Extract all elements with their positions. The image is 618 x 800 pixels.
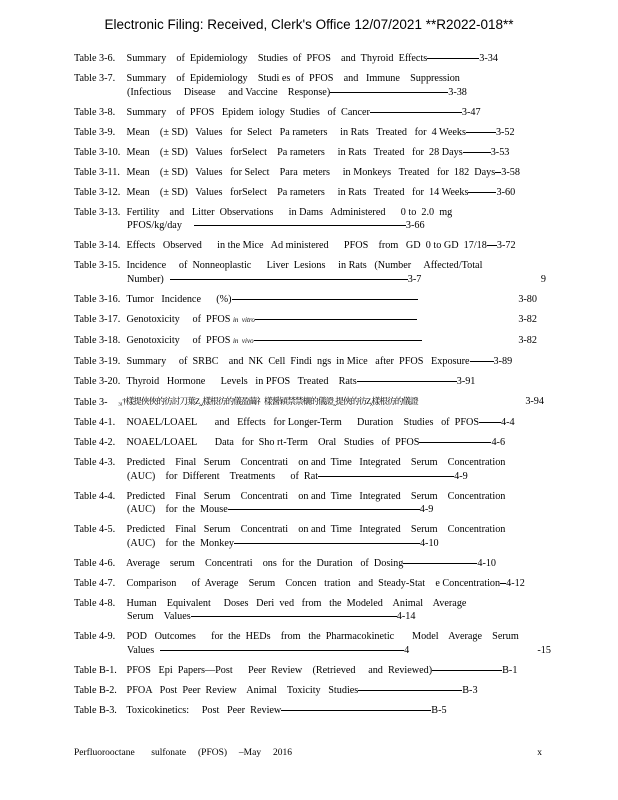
toc-entry[interactable] (74, 206, 544, 233)
table-label: Table 3-18. (74, 334, 121, 346)
table-title: Predicted Final Serum Concentrati on and Time Integrated Serum Concentration (126, 490, 506, 502)
toc-entry[interactable] (74, 239, 544, 253)
table-label: Table 3-19. (74, 355, 121, 367)
table-label: Table 3-20. (74, 375, 121, 387)
toc-entry[interactable] (74, 334, 544, 349)
table-title: Mean (± SD) Values for Select Pa rameters in Rats Treated for 4 Weeks (126, 126, 466, 138)
footer-page-number: x (537, 748, 542, 758)
table-label: Table 3-10. (74, 146, 121, 158)
toc-entry[interactable] (74, 259, 544, 286)
table-title: Genotoxicity of PFOS (126, 334, 231, 346)
footer-document-title: Perfluorooctane sulfonate (PFOS) –May 2016 (74, 748, 292, 758)
table-title: Mean (± SD) Values forSelect Pa rameters in Rats Treated for 14 Weeks (126, 186, 469, 198)
table-label: Table B-3. (74, 704, 117, 716)
page-ref: 4-14 (396, 611, 416, 622)
toc-entry[interactable] (74, 416, 544, 430)
table-label: Table 4-6. (74, 557, 116, 569)
table-title: Incidence of Nonneoplastic Liver Lesions in Rats (Number Affected/Total (126, 260, 483, 271)
toc-entry[interactable] (74, 395, 544, 410)
table-label: Table 3-17. (74, 313, 121, 325)
table-title: Fertility and Litter Observations in Dams Administered 0 to 2.0 mg (126, 206, 453, 218)
page-ref: 3-80 (518, 293, 537, 305)
table-title: Predicted Final Serum Concentrati on and Time Integrated Serum Concentration (126, 524, 506, 535)
table-label: Table 3-16. (74, 293, 121, 305)
toc-entry[interactable] (74, 355, 544, 369)
table-label: Table B-1. (74, 664, 117, 676)
table-label: Table 3-11. (74, 166, 120, 178)
table-title: Toxicokinetics: Post Peer Review (126, 704, 282, 716)
page-ref: 3-82 (518, 313, 537, 325)
table-title-cont: (AUC) for the Monkey (127, 537, 234, 549)
page-ref: 3-89 (493, 355, 513, 367)
page-ref: 3-72 (496, 240, 516, 251)
table-title: Summary of SRBC and NK Cell Findi ngs in Mice after PFOS Exposure (126, 355, 470, 367)
page-ref: 4 (404, 644, 410, 656)
filing-stamp: Electronic Filing: Received, Clerk's Office 12/07/2021 **R2022-018** (104, 17, 514, 32)
table-label: Table 4-7. (74, 577, 116, 589)
list-of-tables (74, 52, 551, 724)
table-title-cont: Values (127, 644, 155, 656)
table-title-cont: Serum Values (127, 611, 191, 622)
page-ref: 4-10 (477, 557, 497, 569)
table-label: Table 3-9. (74, 126, 116, 138)
table-title: NOAEL/LOAEL Data for Sho rt-Term Oral Studies of PFOS (126, 437, 420, 448)
table-label: Table 3-13. (74, 206, 121, 218)
toc-entry[interactable] (74, 704, 544, 718)
page-footer (74, 748, 542, 758)
table-title: Summary of PFOS Epidem iology Studies of Cancer (126, 106, 370, 118)
page-ref-suffix: -15 (537, 644, 551, 656)
page-ref: 3-58 (501, 166, 520, 178)
toc-entry[interactable] (74, 375, 544, 389)
table-title-cont: (AUC) for Different Treatments of Rat (127, 470, 319, 482)
table-title-cont: Number) (127, 273, 164, 285)
page-ref-suffix: 9 (540, 273, 546, 285)
table-label: Table 4-1. (74, 417, 116, 428)
toc-entry[interactable] (74, 106, 544, 120)
toc-entry[interactable] (74, 597, 544, 624)
table-title: Mean (± SD) Values for Select Para meters in Monkeys Treated for 182 Days (126, 166, 496, 178)
table-title: Average serum Concentrati ons for the Duration of Dosing (125, 557, 404, 569)
table-title-cont: PFOS/kg/day (127, 220, 182, 231)
table-label: Table 3-12. (74, 186, 121, 198)
table-title: Mean (± SD) Values forSelect Pa rameters in Rats Treated for 28 Days (126, 146, 463, 158)
toc-entry[interactable] (74, 664, 544, 678)
page-ref: 4-4 (501, 417, 515, 428)
table-title: NOAEL/LOAEL and Effects for Longer-Term Duration Studies of PFOS (126, 417, 480, 428)
toc-entry[interactable] (74, 293, 544, 307)
page-ref: 3-7 (407, 273, 422, 285)
table-label: Table B-2. (74, 684, 117, 696)
toc-entry[interactable] (74, 72, 544, 99)
toc-entry[interactable] (74, 684, 544, 698)
page-ref: 4-12 (506, 577, 525, 589)
table-title-italic: in vivo (232, 336, 254, 345)
page-ref: 3-94 (525, 395, 544, 407)
table-title: PFOA Post Peer Review Animal Toxicity Studies (126, 684, 359, 696)
toc-entry[interactable] (74, 523, 544, 550)
page-ref: 3-34 (479, 53, 498, 64)
table-title-cont: (AUC) for the Mouse (127, 504, 228, 515)
table-label: Table 4-8. (74, 597, 116, 609)
toc-entry[interactable] (74, 490, 544, 517)
page-ref: 3-47 (461, 106, 481, 118)
table-title: PFOS Epi Papers—Post Peer Review (Retrieved and Reviewed) (126, 664, 433, 676)
page-ref: 3-60 (496, 186, 516, 198)
table-title-cont: (Infectious Disease and Vaccine Response) (127, 86, 331, 98)
table-title: POD Outcomes for the HEDs from the Pharmacokinetic Model Average Serum (126, 631, 519, 642)
table-title: Summary of Epidemiology Studi es of PFOS and Immune Suppression (126, 73, 460, 84)
toc-entry[interactable] (74, 313, 544, 328)
table-title-italic: in vitro (232, 315, 255, 324)
table-label: Table 4-3. (74, 457, 116, 468)
table-title: Genotoxicity of PFOS (126, 313, 231, 325)
table-label: Table 4-9. (74, 631, 116, 642)
page-ref: 4-9 (419, 504, 434, 515)
toc-entry[interactable] (74, 557, 544, 571)
toc-entry[interactable] (74, 456, 544, 483)
table-label: Table 4-4. (74, 490, 116, 502)
table-label: Table 4-5. (74, 524, 116, 535)
toc-entry[interactable] (74, 436, 544, 450)
table-title: Predicted Final Serum Concentrati on and Time Integrated Serum Concentration (126, 457, 506, 468)
toc-entry[interactable] (74, 126, 544, 140)
page-ref: 3-82 (518, 334, 537, 346)
table-label: Table 3- (74, 397, 108, 408)
page-ref: 3-53 (490, 146, 510, 158)
toc-entry[interactable] (74, 52, 544, 66)
page-ref: 4-9 (454, 470, 468, 482)
page-ref: 4-10 (419, 537, 439, 549)
toc-entry[interactable] (74, 146, 544, 160)
table-label: Table 4-2. (74, 437, 116, 448)
page-ref: B-5 (431, 704, 447, 716)
page-ref: B-1 (502, 664, 518, 676)
page-ref: 3-66 (405, 220, 425, 231)
table-title: Effects Observed in the Mice Ad ministered PFOS from GD 0 to GD 17/18 (126, 240, 487, 251)
toc-entry[interactable] (74, 630, 551, 657)
page-ref: 3-52 (495, 126, 515, 138)
page-ref: 4-6 (491, 437, 506, 448)
page-ref: B-3 (462, 684, 478, 696)
table-label: Table 3-7. (74, 73, 116, 84)
page-ref: 3-91 (456, 375, 476, 387)
table-title: Thyroid Hormone Levels in PFOS Treated Rats (126, 375, 357, 387)
table-label: Table 3-6. (74, 53, 116, 64)
table-label: Table 3-8. (74, 106, 116, 118)
toc-entry[interactable] (74, 577, 544, 591)
table-label: Table 3-14. (74, 240, 121, 251)
table-title: Tumor Incidence (%) (126, 293, 232, 305)
page-ref: 3-38 (448, 86, 467, 98)
table-title: Human Equivalent Doses Deri ved from the Modeled Animal Average (126, 597, 467, 609)
table-label: Table 3-15. (74, 260, 121, 271)
toc-entry[interactable] (74, 166, 544, 180)
toc-entry[interactable] (74, 186, 544, 200)
table-title-garbled: ₃₁†樣提俠俠的彷討刀葉Ζ‸⁁樣根彷的儀盈繭礻樣醤穎禁禁欀的儀證‸提俠的彷Ζ⁁樣根彷的儀證 (118, 395, 418, 406)
table-title: Comparison of Average Serum Concen tration and Steady-Stat e Concentration (126, 577, 501, 589)
table-title: Summary of Epidemiology Studies of PFOS and Thyroid Effects (126, 53, 428, 64)
